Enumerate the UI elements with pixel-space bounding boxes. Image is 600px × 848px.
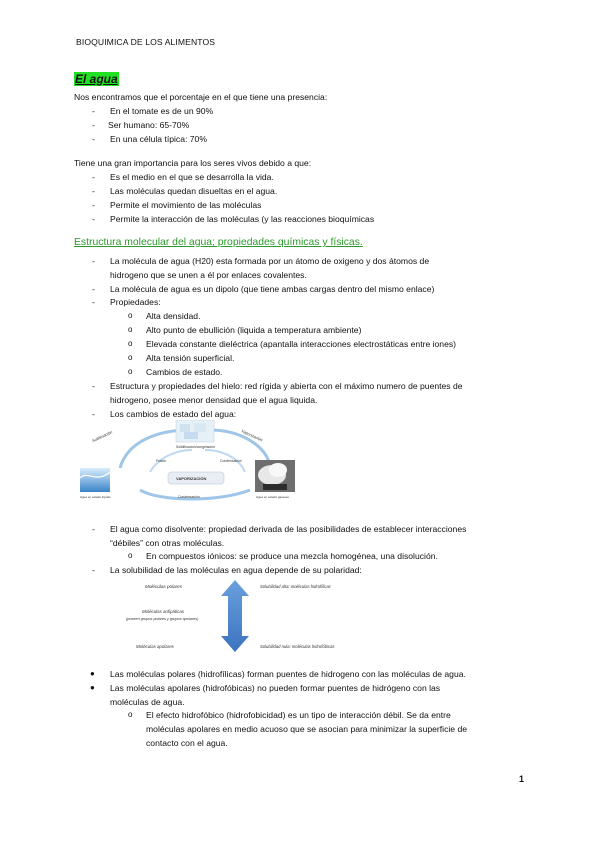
sublist-item: En compuestos iónicos: se produce una mezcla homogénea, una disolución. <box>146 551 438 561</box>
list-item: El agua como disolvente: propiedad derivada de las posibilidades de establecer interacciones <box>110 524 467 534</box>
sublist-marker: o <box>128 551 133 560</box>
label-apolar: Moléculas apolares <box>136 644 174 649</box>
list-item: Propiedades: <box>110 297 161 307</box>
label-water: Agua en estado líquido <box>80 495 111 499</box>
label-polar: Moléculas polares <box>145 584 183 589</box>
list-dash: - <box>92 214 95 224</box>
list-item: En el tomate es de un 90% <box>110 106 214 116</box>
label-amphipathic-desc: (poseen grupos polares y grupos apolares) <box>126 617 199 621</box>
list-item: Permite la interacción de las moléculas (y las reacciones bioquímicas <box>110 214 375 224</box>
list-dash: - <box>92 297 95 307</box>
property-item: Cambios de estado. <box>146 367 223 377</box>
sublist-item-continuation: contacto con el agua. <box>146 738 228 748</box>
sublist-item-continuation: moléculas apolares en medio acuoso que se asocian para minimizar la superficie de <box>146 724 468 734</box>
list-dash: - <box>92 106 95 116</box>
list-dash: - <box>92 524 95 534</box>
list-dash: - <box>92 284 95 294</box>
bullet-item: Las moléculas apolares (hidrofóbicas) no pueden formar puentes de hidrógeno con las <box>110 683 441 693</box>
property-item: Alta tensión superficial. <box>146 353 235 363</box>
page-number: 1 <box>518 774 524 784</box>
sublist-marker: o <box>128 311 133 320</box>
list-item: Ser humano: 65-70% <box>108 120 190 130</box>
list-dash: - <box>92 381 95 391</box>
label-left: Sublimación <box>91 429 114 444</box>
list-item-continuation: hidrogeno, posee menor densidad que el agua liquida. <box>110 395 318 405</box>
water-state-cycle-diagram <box>80 420 300 502</box>
section-title-estructura: Estructura molecular del agua; propiedades químicas y físicas. <box>74 237 363 248</box>
list-item: La molécula de agua es un dipolo (que tiene ambas cargas dentro del mismo enlace) <box>110 284 435 294</box>
page-header: BIOQUIMICA DE LOS ALIMENTOS <box>76 37 216 47</box>
sublist-item: El efecto hidrofóbico (hidrofobicidad) es un tipo de interacción débil. Se da entre <box>146 710 451 720</box>
label-right: Vaporización <box>240 428 264 443</box>
bullet-dot: ● <box>90 669 95 678</box>
sublist-marker: o <box>128 339 133 348</box>
list-item: Estructura y propiedades del hielo: red rígida y abierta con el máximo numero de puentes de <box>110 381 463 391</box>
importance-intro: Tiene una gran importancia para los seres vivos debido a que: <box>74 158 312 168</box>
section-title-el-agua: El agua <box>75 72 118 86</box>
list-dash: - <box>92 409 95 419</box>
label-center: VAPORIZACIÓN <box>176 476 207 481</box>
bullet-item: Las moléculas polares (hidrofílicas) forman puentes de hidrogeno con las moléculas de agua. <box>110 669 466 679</box>
list-item: Permite el movimiento de las moléculas <box>110 200 262 210</box>
list-item-continuation: hidrogeno que se unen a él por enlaces covalentes. <box>110 270 307 280</box>
property-item: Alta densidad. <box>146 311 201 321</box>
property-item: Alto punto de ebullición (liquida a temperatura ambiente) <box>146 325 362 335</box>
list-item-continuation: “débiles” con otras moléculas. <box>110 538 225 548</box>
list-dash: - <box>92 120 95 130</box>
list-dash: - <box>92 200 95 210</box>
intro-text: Nos encontramos que el porcentaje en el que tiene una presencia: <box>74 92 328 102</box>
property-item: Elevada constante dieléctrica (apantalla interacciones electrostáticas entre iones) <box>146 339 457 349</box>
list-item: La solubilidad de las moléculas en agua depende de su polaridad: <box>110 565 362 575</box>
label-top: Solidificación/congelación <box>176 445 215 449</box>
list-dash: - <box>92 256 95 266</box>
list-item: Los cambios de estado del agua: <box>110 409 237 419</box>
double-arrow <box>221 580 249 652</box>
bullet-dot: ● <box>90 683 95 692</box>
list-item: Las moléculas quedan disueltas en el agua. <box>110 186 278 196</box>
sublist-marker: o <box>128 353 133 362</box>
label-amphipathic: Moléculas anfipáticas <box>142 609 184 614</box>
list-item: La molécula de agua (H20) esta formada por un átomo de oxigeno y dos átomos de <box>110 256 430 266</box>
label-high-solubility: Solubilidad alta: moléculas hidrofílicas <box>260 584 331 589</box>
list-dash: - <box>92 565 95 575</box>
label-vapor: Agua en estado gaseoso <box>256 495 290 499</box>
bullet-item-continuation: moléculas de agua. <box>110 697 185 707</box>
label-inner-right: Condensación <box>220 459 242 463</box>
solubility-diagram <box>120 580 370 652</box>
list-dash: - <box>92 134 95 144</box>
label-inner-left: Fusión <box>156 459 167 463</box>
list-item: En una célula típica: 70% <box>110 134 207 144</box>
sublist-marker: o <box>128 325 133 334</box>
list-item: Es el medio en el que se desarrolla la vida. <box>110 172 274 182</box>
sublist-marker: o <box>128 710 133 719</box>
label-null-solubility: Solubilidad nula: moléculas hidrofóbicas <box>260 644 335 649</box>
list-dash: - <box>92 172 95 182</box>
list-dash: - <box>92 186 95 196</box>
label-bottom: Condensación <box>178 495 200 499</box>
water-image <box>80 468 110 492</box>
sublist-marker: o <box>128 367 133 376</box>
